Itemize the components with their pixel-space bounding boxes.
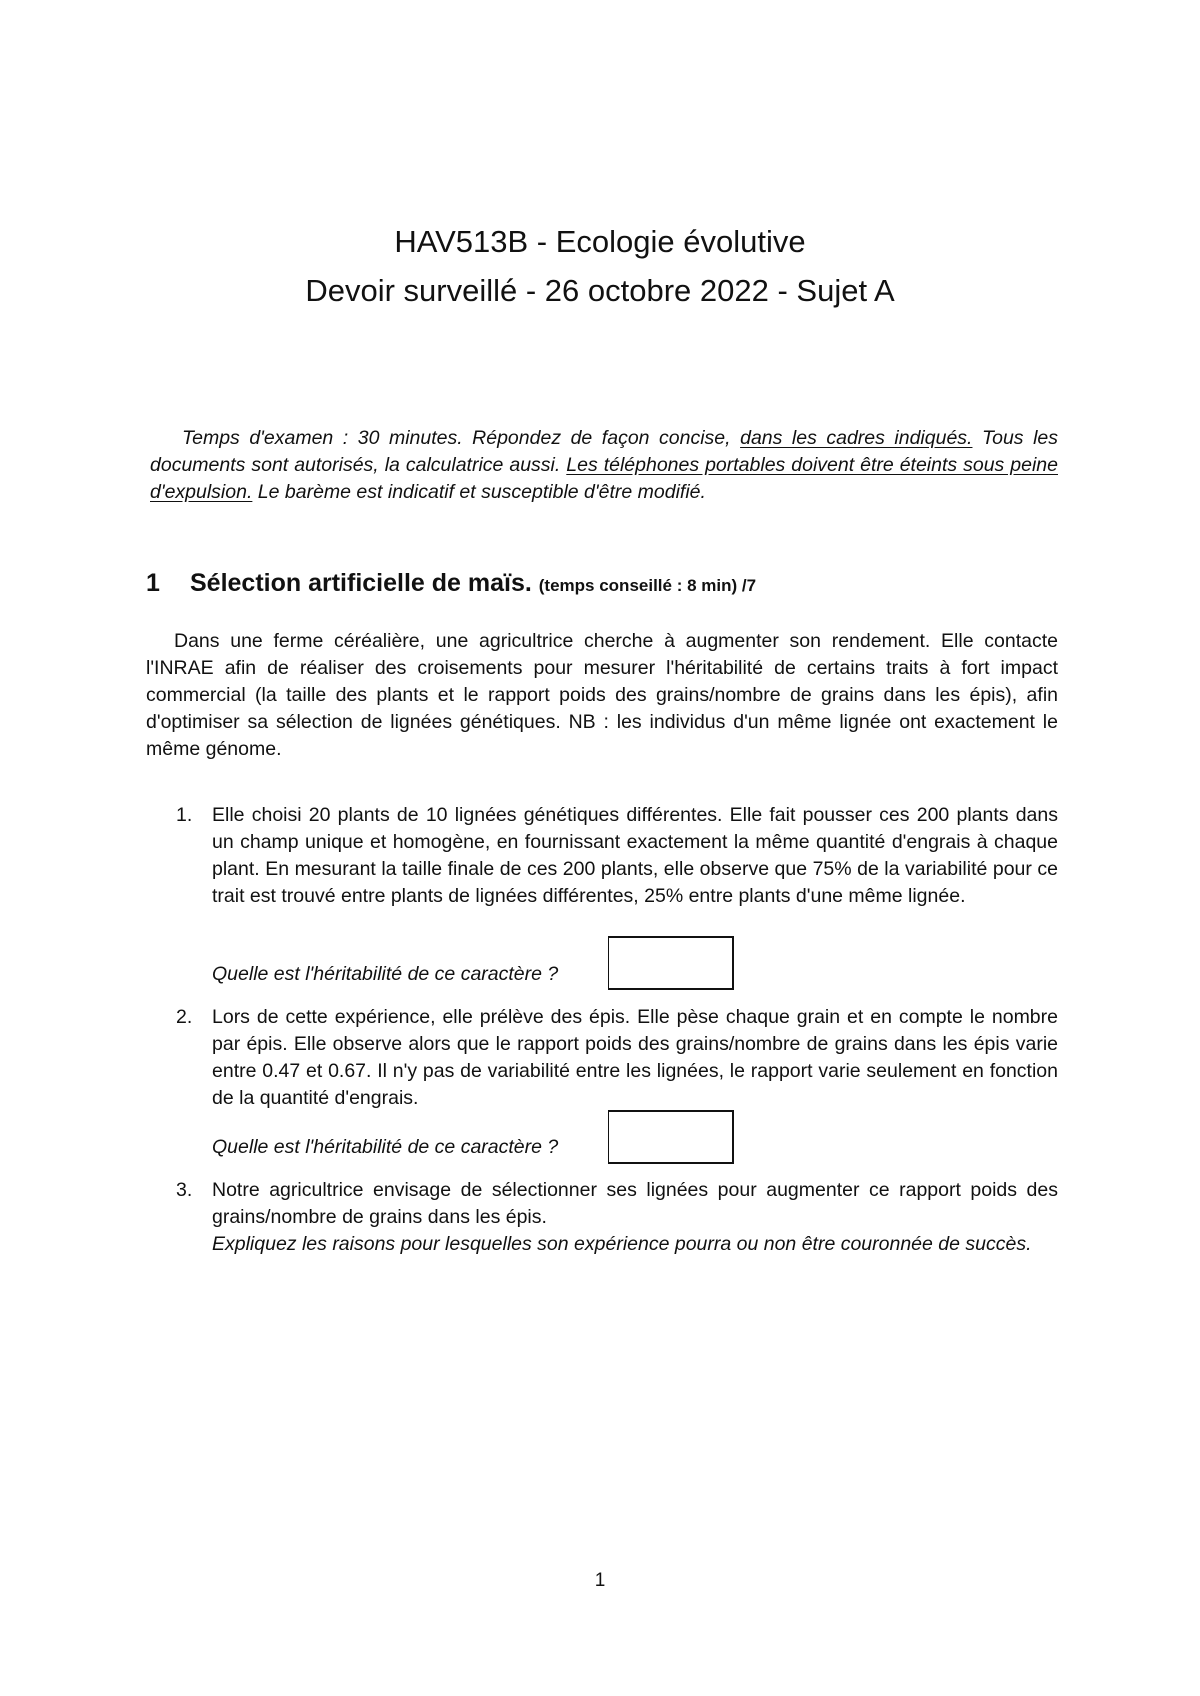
instructions-underlined-phones: Les téléphones portables doivent être éteints sous peine d'expulsion. xyxy=(150,454,1058,503)
exam-instructions xyxy=(150,425,1058,506)
section-intro xyxy=(146,628,1058,763)
question-prompt: Expliquez les raisons pour lesquelles son expérience pourra ou non être couronnée de succès. xyxy=(212,1233,1032,1255)
question-prompt: Quelle est l'héritabilité de ce caractère ? xyxy=(212,963,559,985)
question-prompt: Quelle est l'héritabilité de ce caractère ? xyxy=(212,1136,559,1158)
course-title: HAV513B - Ecologie évolutive xyxy=(394,224,806,259)
intro-paragraph: Dans une ferme céréalière, une agricultrice cherche à augmenter son rendement. Elle contacte l'INRAE afin de réaliser des croisements pour mesurer l'héritabilité de certains traits à fort impact commercial (la taille des plants et le rapport poids des grains/nombre de grains dans les épis), afin d'optimiser sa sélection de lignées génétiques. NB : les individus d'un même lignée ont exactement le même génome. xyxy=(146,630,1058,760)
page-number: 1 xyxy=(594,1570,606,1591)
question-number: 2. xyxy=(176,1006,193,1028)
question-text: Elle choisi 20 plants de 10 lignées génétiques différentes. Elle fait pousser ces 200 plants dans un champ unique et homogène, en fournissant exactement la même quantité d'engrais à chaque plant. En mesurant la taille finale de ces 200 plants, elle observe que 75% de la variabilité pour ce trait est trouvé entre plants de lignées différentes, 25% entre plants d'une même lignée. xyxy=(212,804,1058,907)
answer-box-1[interactable] xyxy=(608,936,734,990)
question-1 xyxy=(176,802,1058,910)
question-text: Notre agricultrice envisage de sélectionner ses lignées pour augmenter ce rapport poids des grains/nombre de grains dans les épis. xyxy=(212,1179,1058,1228)
section-title: Sélection artificielle de maïs. xyxy=(190,569,532,597)
question-number: 1. xyxy=(176,804,193,826)
section-number: 1 xyxy=(146,569,160,597)
question-text: Lors de cette expérience, elle prélève des épis. Elle pèse chaque grain et en compte le nombre par épis. Elle observe alors que le rapport poids des grains/nombre de grains dans les épis varie entre 0.47 et 0.67. Il n'y pas de variabilité entre les lignées, le rapport varie seulement en fonction de la quantité d'engrais. xyxy=(212,1006,1058,1109)
instructions-text: Le barème est indicatif et susceptible d'être modifié. xyxy=(252,481,706,503)
answer-box-2[interactable] xyxy=(608,1110,734,1164)
section-heading xyxy=(146,567,1066,602)
question-2 xyxy=(176,1004,1058,1112)
question-number: 3. xyxy=(176,1179,193,1201)
exam-title: Devoir surveillé - 26 octobre 2022 - Sujet A xyxy=(305,273,895,308)
instructions-text: Temps d'examen : 30 minutes. Répondez de façon concise, xyxy=(182,427,741,449)
section-meta: (temps conseillé : 8 min) /7 xyxy=(538,576,757,595)
instructions-text: Tous les documents sont autorisés, la calculatrice aussi. xyxy=(150,427,1059,476)
instructions-underlined-boxes: dans les cadres indiqués. xyxy=(740,427,973,449)
question-3 xyxy=(176,1177,1058,1258)
